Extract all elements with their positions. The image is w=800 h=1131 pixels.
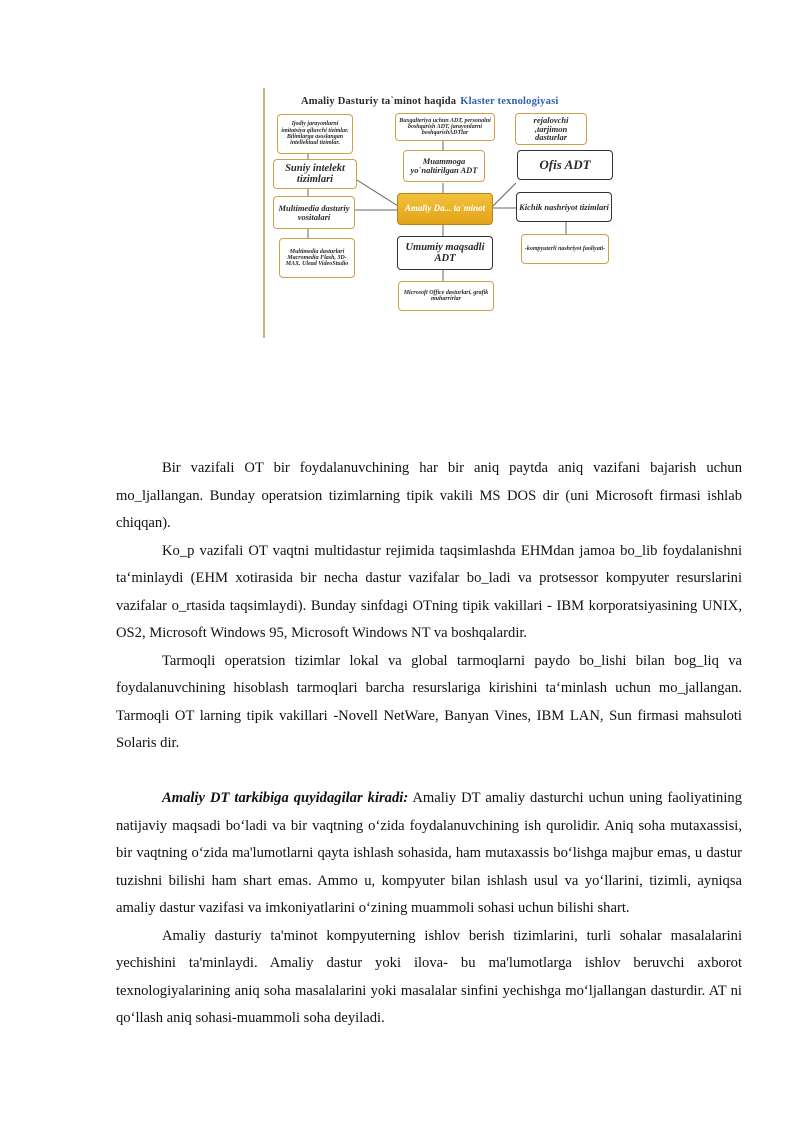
box-office-programs: Microsoft Office dasturlari, grafik muharrirlar [398, 281, 494, 311]
box-desktop-publishing: -kompyuterli nashriyot faoliyati- [521, 234, 609, 264]
box-small-publishing: Kichik nashriyot tizimlari [516, 192, 612, 222]
diagram-title-main: Amaliy Dasturiy ta`minot haqida [301, 96, 457, 107]
box-multimedia-tools: Multimedia dasturiy vositalari [273, 196, 355, 229]
paragraph-multi-task-os: Ko_p vazifali OT vaqtni multidastur rejimida taqsimlashda EHMdan jamoa bo_lib foydalanishni ta‘minlaydi (EHM xotirasida bir necha dastur vazifalar bo_ladi va protsessor kompyuter resurslarini vazifalar o_rtasida taqsimlaydi). Bunday sinfdagi OTning tipik vakillari - IBM korporatsiyasining UNIX, OS2, Microsoft Windows 95, Microsoft Windows NT va boshqalardir. [116, 542, 742, 641]
box-planning-translator: rejalovchi ,tarjimon dasturlar [515, 113, 587, 145]
box-ai-systems: Suniy intelekt tizimlari [273, 159, 357, 189]
paragraph-network-os: Tarmoqli operatsion tizimlar lokal va global tarmoqlarni paydo bo_lishi bilan bog_liq va foydalanuvchining hisoblash tarmoqlari barcha resurslariga kirishini ta‘minlash uchun mo_jallangan. Tarmoqli OT larning tipik vakillari -Novell NetWare, Banyan Vines, IBM LAN, Sun firmasi mahsuloti Solaris dir. [116, 652, 742, 751]
box-creative-systems: Ijodiy jarayonlarni imitatsiya qiluvchi tizimlar. Bilimlarga asoslangan intellektual tizimlar. [277, 114, 353, 154]
section-lead: Amaliy DT tarkibiga quyidagilar kiradi: [162, 790, 409, 806]
document-body [116, 455, 742, 1033]
diagram-title [301, 96, 558, 107]
paragraph-applied-software-definition: Amaliy dasturiy ta'minot kompyuterning ishlov berish tizimlarini, turli sohalar masalalarini yechishini ta'minlaydi. Amaliy dastur yoki ilova- bu ma'lumotlarga ishlov beruvchi axborot texnologiyalarining aniq soha masalalarini yoki masalalar sinfini yechishga mo‘ljallangan dasturdir. AT ni qo‘llash aniq sohasi-muammoli soha deyiladi. [116, 927, 742, 1026]
diagram-title-highlight: Klaster texnologiyasi [460, 96, 559, 107]
paragraph-single-task-os: Bir vazifali OT bir foydalanuvchining har bir aniq paytda aniq vazifani bajarish uchun mo_ljallangan. Bunday operatsion tizimlarning tipik vakili MS DOS dir (uni Microsoft firmasi ishlab chiqqan). [116, 460, 742, 531]
section-lead-rest: Amaliy DT amaliy dasturchi uchun uning faoliyatining natijaviy maqsadi bo‘ladi va bir vaqtning o‘zida foydalanuvchining ish qurolidir. Aniq soha mutaxassisi, bir vaqtning o‘zida ma'lumotlarni qayta ishlash sohasida, ham mutaxassis bo‘lishga majbur emas, u dastur tuzishni bilishi ham shart emas. Ammo u, kompyuter bilan ishlash usul va yo‘llarini, tizimli, ayniqsa amaliy dastur vazifasi va imkoniyatlarini o‘zining muammoli sohasi uchun bilishi shart. [116, 790, 742, 916]
connector-center-right2 [493, 183, 516, 206]
cluster-diagram [263, 88, 623, 338]
box-general-purpose-adt: Umumiy maqsadli ADT [397, 236, 493, 270]
box-problem-oriented-adt: Muammoga yo`naltirilgan ADT [403, 150, 485, 182]
box-office-adt: Ofis ADT [517, 150, 613, 180]
box-accounting-adt: Buxgalteriya uchun ADT, personalni boshqarish ADT, jarayonlarni boshqarishADTlar [395, 113, 495, 141]
paragraph-applied-software-composition [116, 785, 742, 923]
box-multimedia-programs: Multimedia dasturlari Macromedia Flash, 3D-MAX. Ulead VideoStudio [279, 238, 355, 278]
box-center-applied-software: Amaliy Da... ta`minot [397, 193, 493, 225]
